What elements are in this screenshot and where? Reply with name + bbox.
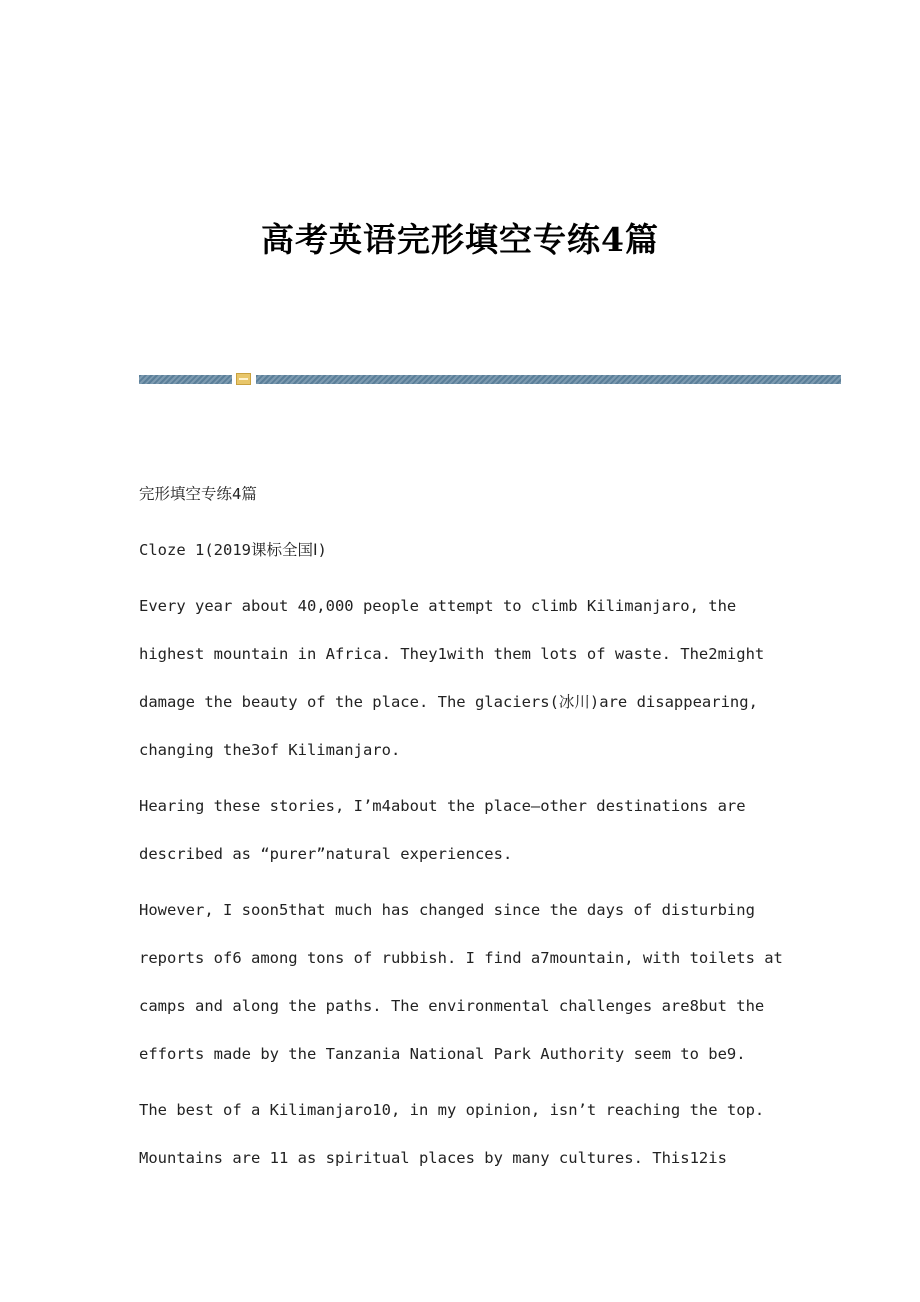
divider-bar-left xyxy=(139,375,232,384)
cloze-heading: Cloze 1(2019课标全国Ⅰ) xyxy=(139,541,327,559)
divider-ornament-icon xyxy=(236,373,251,385)
section-subtitle: 完形填空专练4篇 xyxy=(139,485,257,503)
title-divider xyxy=(139,375,841,384)
divider-bar-right xyxy=(256,375,841,384)
paragraph-1: Every year about 40,000 people attempt to climb Kilimanjaro, the highest mountain in Africa. They1with them lots of waste. The2might damage the beauty of the place. The glaciers(冰川)are disappearing, changing the3of Kilimanjaro. xyxy=(139,597,765,759)
document-title: 高考英语完形填空专练4篇 xyxy=(261,220,659,259)
document-body xyxy=(139,470,789,1190)
paragraph-4: The best of a Kilimanjaro10, in my opinion, isn’t reaching the top. Mountains are 11 as spiritual places by many cultures. This12is xyxy=(139,1101,765,1167)
paragraph-3: However, I soon5that much has changed since the days of disturbing reports of6 among tons of rubbish. I find a7mountain, with toilets at camps and along the paths. The environmental challenges are8but the efforts made by the Tanzania National Park Authority seem to be9. xyxy=(139,901,783,1063)
paragraph-2: Hearing these stories, I’m4about the place—other destinations are described as “purer”natural experiences. xyxy=(139,797,746,863)
